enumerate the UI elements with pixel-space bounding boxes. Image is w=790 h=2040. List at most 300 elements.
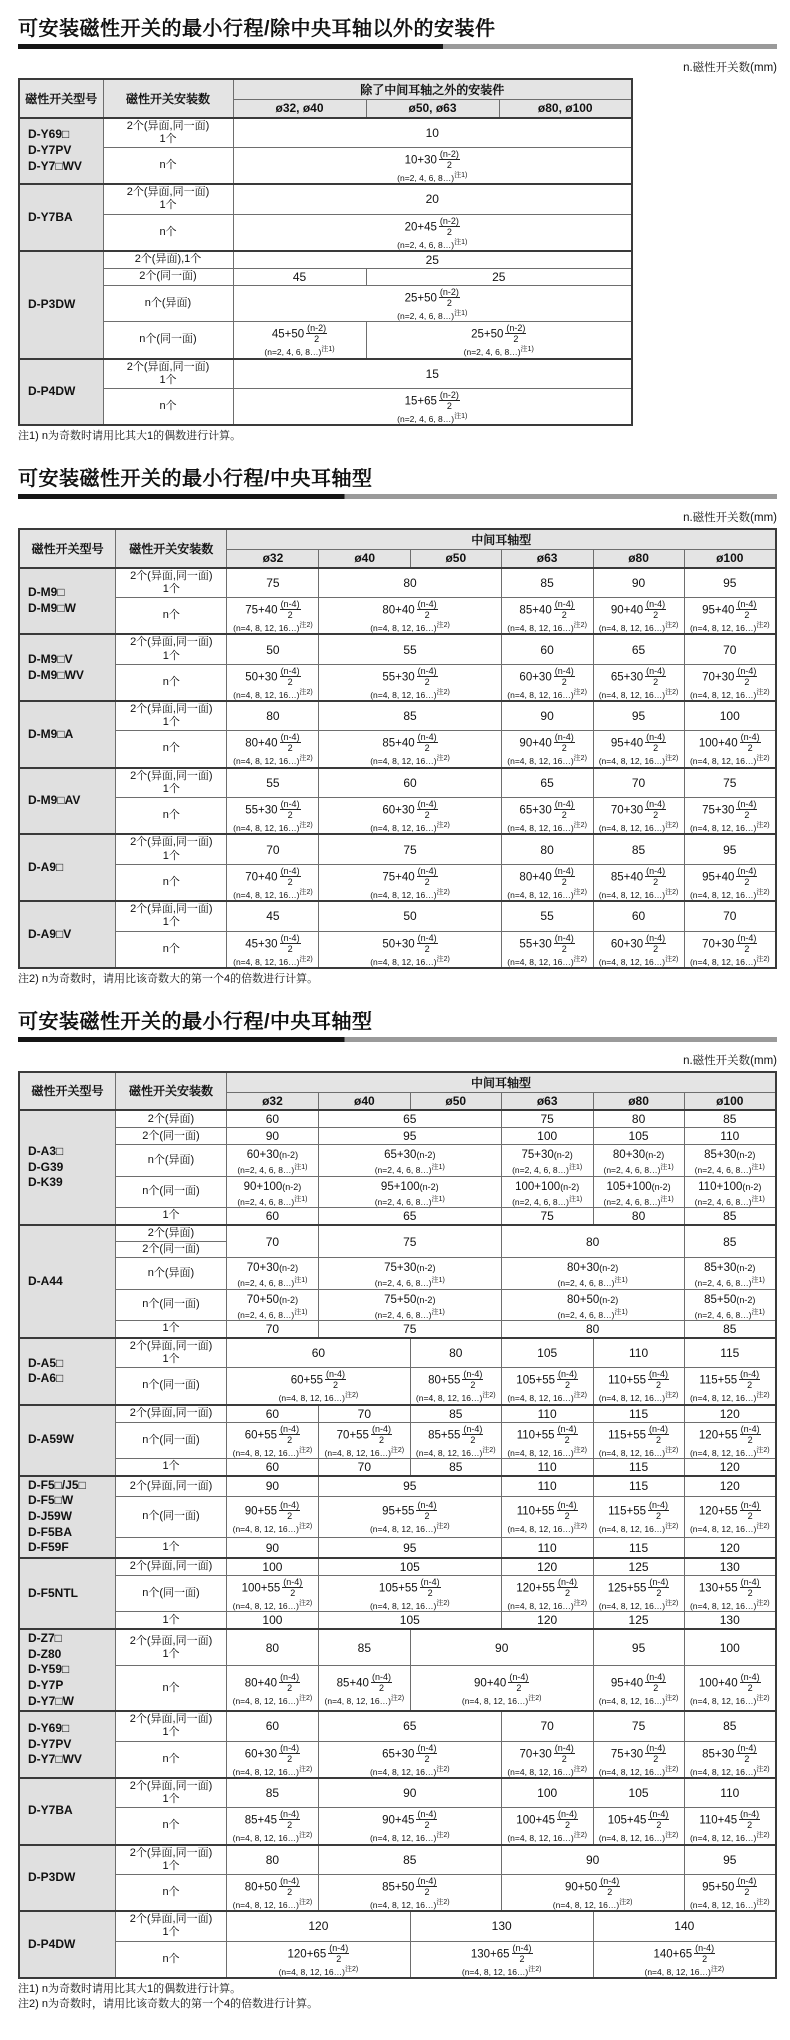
footnote-ref: 注1) [294, 1164, 308, 1172]
value-cell: 60 [501, 634, 593, 664]
qty-label: 1个 [162, 716, 180, 729]
formula-cell [226, 1666, 318, 1711]
value-cell: 10 [233, 118, 632, 148]
formula-condition: (n=4, 8, 12, 16…)$^{注2)}$ [507, 1765, 587, 1777]
formula-factor: (n-2) [416, 1294, 436, 1305]
switch-model-label: D-F5□W [28, 1493, 74, 1508]
switch-model-label: D-Y7PV [28, 1736, 72, 1751]
qty-label: 2个(同一面) [139, 270, 197, 283]
formula-line [229, 1146, 316, 1162]
qty-label: 2个(异面,同一面) [129, 1634, 213, 1647]
formula-base: 105+100 [606, 1180, 652, 1193]
footnote-ref: 注2) [665, 755, 679, 763]
fraction-numerator: (n-4) [280, 732, 300, 743]
formula-cell [684, 1368, 776, 1405]
formula-cell [227, 597, 319, 634]
qty-label: 1个 [162, 1540, 180, 1553]
qty-label: n个 [162, 675, 180, 688]
fraction [736, 1876, 757, 1897]
formula-condition: (n=2, 4, 6, 8…)$^{注1)}$ [694, 1277, 765, 1289]
formula-cell [501, 1808, 593, 1845]
formula-condition: (n=2, 4, 6, 8…)$^{注1)}$ [397, 171, 468, 183]
table-row [19, 834, 776, 864]
formula-line [321, 1178, 499, 1194]
fraction-denominator: 2 [747, 1587, 753, 1598]
value-cell: 75 [593, 1711, 684, 1741]
qty-cell [116, 864, 227, 901]
formula-condition: (n=2, 4, 6, 8…)$^{注1)}$ [264, 346, 335, 358]
qty-cell [116, 568, 227, 598]
value-cell: 95 [593, 1629, 684, 1666]
formula-line [687, 1369, 773, 1390]
fraction [439, 149, 460, 170]
fraction [557, 1424, 578, 1445]
qty-label: 2个(异面,同一面) [129, 1846, 213, 1859]
formula-cell [593, 1741, 684, 1778]
qty-cell [116, 1808, 227, 1845]
formula-line [504, 799, 591, 820]
formula-line [504, 666, 591, 687]
switch-model-label: D-Z7□ [28, 1631, 62, 1646]
table-row [19, 1575, 776, 1611]
fraction-denominator: 2 [287, 1820, 293, 1831]
fraction-numerator: (n-4) [740, 1671, 760, 1682]
fraction-numerator: (n-4) [740, 1423, 760, 1434]
value-cell: 85 [318, 1629, 410, 1666]
footnote-ref: 注2) [299, 822, 313, 830]
formula-base: 90+55 [244, 1505, 278, 1518]
formula-condition: (n=4, 8, 12, 16…)$^{注2)}$ [370, 688, 450, 700]
formula-cell [501, 1575, 593, 1611]
fraction-denominator: 2 [424, 876, 430, 887]
value-cell: 85 [593, 834, 684, 864]
formula-condition: (n=4, 8, 12, 16…)$^{注2)}$ [552, 1898, 633, 1910]
formula-factor: (n-2) [279, 1263, 299, 1274]
fraction-denominator: 2 [287, 810, 293, 821]
formula-line [321, 933, 498, 954]
value-cell: 60 [593, 901, 684, 931]
header-row [19, 79, 632, 100]
formula-line [687, 1291, 773, 1307]
formula-factor: (n-2) [651, 1181, 671, 1192]
formula-base: 95+40 [702, 604, 735, 617]
formula-condition: (n=2, 4, 6, 8…)$^{注1)}$ [237, 1308, 308, 1320]
value-cell: 115 [593, 1405, 684, 1423]
fraction-denominator: 2 [561, 943, 567, 954]
qty-cell [116, 1874, 227, 1911]
fraction-denominator: 2 [333, 1380, 339, 1391]
qty-label: 1个 [162, 1353, 180, 1366]
formula-base: 75+40 [245, 604, 278, 617]
formula-cell [226, 1145, 318, 1176]
table-row [19, 1612, 776, 1630]
footnote-ref: 注2) [299, 888, 313, 896]
value-cell: 105 [593, 1778, 684, 1808]
formula-cell [226, 1496, 318, 1538]
qty-label: n个 [159, 400, 177, 412]
switch-model-label: D-P3DW [28, 296, 76, 311]
formula-condition: (n=4, 8, 12, 16…)$^{注2)}$ [324, 1446, 405, 1458]
formula-cell [593, 1496, 684, 1538]
formula-cell [593, 798, 684, 835]
formula-base: 90+40 [474, 1677, 507, 1690]
table-row [19, 1778, 776, 1808]
formula-base: 60+55 [290, 1374, 324, 1387]
formula-base: 70+40 [245, 871, 278, 884]
formula-line [504, 1577, 591, 1598]
min-stroke-table-non-trunnion [18, 78, 777, 426]
fraction [557, 1500, 578, 1521]
value-cell: 60 [226, 1110, 318, 1128]
qty-label: 2个(异面,同一面) [129, 1406, 213, 1419]
formula-base: 65+30 [519, 804, 552, 817]
formula-condition: (n=4, 8, 12, 16…)$^{注2)}$ [232, 1898, 313, 1910]
model-column-header: 磁性开关型号 [19, 529, 116, 568]
footnote-ref: 注2) [482, 1446, 496, 1454]
formula-base: 60+30 [244, 1748, 278, 1761]
formula-line [321, 1743, 499, 1764]
qty-label: 1个 [162, 1859, 180, 1872]
qty-label: 1个 [162, 849, 180, 862]
formula-condition: (n=2, 4, 6, 8…)$^{注1)}$ [603, 1195, 674, 1207]
fraction-denominator: 2 [424, 1886, 430, 1897]
fraction-denominator: 2 [424, 1820, 430, 1831]
formula-cell [593, 1176, 684, 1207]
formula-line [596, 1146, 682, 1162]
switch-model-label: D-Y69□ [28, 1721, 70, 1736]
qty-label: 2个(异面,同一面) [129, 1913, 213, 1926]
formula-condition: (n=2, 4, 6, 8…)$^{注1)}$ [397, 238, 468, 250]
footnote-ref: 注2) [573, 688, 587, 696]
formula-condition: (n=2, 4, 6, 8…)$^{注1)}$ [374, 1277, 445, 1289]
fraction [306, 323, 327, 344]
footnote-ref: 注1) [660, 1164, 674, 1172]
value-cell: 25 [366, 268, 632, 285]
formula-cell [501, 798, 593, 835]
qty-label: 1个 [162, 1460, 180, 1473]
fraction [554, 799, 575, 820]
formula-condition: (n=4, 8, 12, 16…)$^{注2)}$ [598, 1523, 679, 1535]
formula-factor: (n-2) [736, 1150, 756, 1161]
qty-cell [116, 931, 227, 968]
model-cell [19, 634, 116, 701]
fraction-numerator: (n-4) [554, 932, 574, 943]
fraction-numerator: (n-4) [557, 1500, 577, 1511]
section-title: 可安装磁性开关的最小行程/中央耳轴型 [18, 468, 373, 491]
formula-cell [593, 664, 684, 701]
fraction [554, 866, 575, 887]
bore-column-header: ø50, ø63 [366, 100, 499, 118]
fraction-numerator: (n-4) [417, 1809, 437, 1820]
switch-model-label: D-Y7□WV [28, 158, 82, 173]
switch-model-label: D-M9□AV [28, 793, 81, 808]
formula-cell [593, 597, 684, 634]
fraction-numerator: (n-4) [280, 1742, 300, 1753]
qty-label: n个(异面) [147, 1153, 195, 1166]
footnote-ref: 注2) [299, 1694, 313, 1702]
qty-cell [103, 184, 233, 214]
formula-line [596, 1672, 682, 1693]
table-row [19, 1207, 776, 1225]
value-cell: 110 [501, 1476, 593, 1496]
fraction-denominator: 2 [744, 876, 750, 887]
table-row [19, 1289, 776, 1320]
footnote-ref: 注1) [454, 238, 468, 246]
table-row [19, 768, 776, 798]
formula-factor: (n-2) [645, 1150, 665, 1161]
fraction-numerator: (n-4) [280, 865, 300, 876]
formula-base: 25+50 [404, 292, 437, 305]
value-cell: 65 [318, 1711, 501, 1741]
formula-line [229, 1291, 316, 1307]
formula-condition: (n=4, 8, 12, 16…)$^{注2)}$ [232, 1446, 313, 1458]
value-cell: 20 [233, 184, 632, 214]
value-cell: 50 [227, 634, 319, 664]
formula-condition: (n=4, 8, 12, 16…)$^{注2)}$ [598, 688, 679, 700]
formula-base: 85+40 [519, 604, 552, 617]
fraction-numerator: (n-4) [695, 1942, 715, 1953]
formula-condition: (n=4, 8, 12, 16…)$^{注2)}$ [689, 1392, 770, 1404]
formula-line [504, 599, 591, 620]
formula-cell [501, 864, 593, 901]
formula-base: 20+45 [404, 221, 437, 234]
qty-label: 2个(异面,同一面) [130, 836, 213, 849]
formula-factor: (n-2) [419, 1181, 439, 1192]
qty-cell [116, 901, 227, 931]
fraction [554, 732, 575, 753]
qty-cell [116, 1845, 227, 1875]
formula-base: 50+30 [382, 938, 415, 951]
footnote: 注1) n为奇数时请用比其大1的偶数进行计算。 [18, 430, 242, 443]
fraction-denominator: 2 [424, 1511, 430, 1522]
fraction [279, 1672, 300, 1693]
formula-condition: (n=2, 4, 6, 8…)$^{注1)}$ [237, 1164, 308, 1175]
formula-cell [501, 1289, 684, 1320]
formula-condition: (n=2, 4, 6, 8…)$^{注1)}$ [603, 1164, 674, 1175]
fraction-denominator: 2 [561, 876, 567, 887]
qty-label: n个 [162, 1752, 180, 1765]
formula-condition: (n=4, 8, 12, 16…)$^{注2)}$ [689, 1898, 770, 1910]
formula-cell [318, 1874, 501, 1911]
value-cell: 55 [227, 768, 319, 798]
footnote-ref: 注2) [299, 1898, 313, 1906]
value-cell: 95 [593, 701, 684, 731]
formula-base: 90+50 [564, 1881, 598, 1894]
value-cell: 65 [318, 1207, 501, 1225]
value-cell: 120 [501, 1558, 593, 1576]
fraction [645, 799, 666, 820]
formula-condition: (n=4, 8, 12, 16…)$^{注2)}$ [233, 621, 313, 633]
formula-line [413, 1369, 499, 1390]
footnote-ref: 注2) [436, 1523, 450, 1531]
formula-cell [410, 1666, 593, 1711]
formula-line [229, 799, 316, 820]
switch-model-label: D-A5□ [28, 1355, 64, 1370]
fraction-numerator: (n-4) [280, 1809, 300, 1820]
fraction-numerator: (n-4) [554, 732, 574, 743]
value-cell: 50 [319, 901, 501, 931]
fraction [279, 1424, 300, 1445]
fraction-numerator: (n-4) [646, 732, 666, 743]
formula-line [229, 1369, 408, 1390]
switch-model-label: D-F5NTL [28, 1585, 78, 1600]
formula-cell [593, 1666, 684, 1711]
formula-condition: (n=4, 8, 12, 16…)$^{注2)}$ [232, 1599, 313, 1611]
qty-cell [116, 1711, 227, 1741]
formula-line [321, 1424, 408, 1445]
table-row [19, 1368, 776, 1405]
qty-label: 1个 [162, 1726, 180, 1739]
table-row [19, 322, 632, 359]
value-cell: 75 [501, 1110, 593, 1128]
switch-model-label: D-A9□ [28, 859, 64, 874]
fraction-denominator: 2 [446, 226, 452, 237]
footnote-ref: 注2) [344, 1392, 359, 1400]
value-cell: 70 [318, 1405, 410, 1423]
formula-cell [501, 1496, 593, 1538]
table-row [19, 1338, 776, 1368]
fraction [512, 1943, 533, 1964]
fraction [645, 1672, 666, 1693]
formula-line [229, 1943, 408, 1964]
formula-base: 120+55 [698, 1429, 738, 1442]
formula-line [321, 1809, 499, 1830]
value-cell: 85 [319, 701, 501, 731]
table-row [19, 701, 776, 731]
qty-cell [116, 1458, 227, 1476]
qty-cell [116, 1558, 227, 1576]
value-cell: 105 [501, 1338, 593, 1368]
formula-cell [410, 1368, 501, 1405]
qty-label: n个 [159, 225, 177, 238]
qty-label: 2个(同一面) [142, 1243, 200, 1256]
formula-cell [501, 1422, 593, 1458]
fraction-numerator: (n-4) [740, 1576, 760, 1587]
qty-label: 2个(异面,同一面) [129, 1713, 213, 1726]
value-cell: 110 [593, 1338, 684, 1368]
formula-line [596, 1943, 773, 1964]
fraction [280, 866, 301, 887]
fraction-numerator: (n-2) [506, 323, 526, 334]
fraction [557, 1369, 578, 1390]
footnote-ref: 注2) [436, 888, 450, 896]
formula-condition: (n=2, 4, 6, 8…)$^{注1)}$ [463, 346, 534, 358]
formula-condition: (n=2, 4, 6, 8…)$^{注1)}$ [374, 1164, 445, 1175]
value-cell: 105 [318, 1612, 501, 1630]
qty-cell [116, 1145, 227, 1176]
formula-base: 85+40 [382, 738, 415, 751]
formula-line [687, 1672, 773, 1693]
footnote-ref: 注2) [756, 1446, 770, 1454]
value-cell: 100 [226, 1558, 318, 1576]
formula-condition: (n=4, 8, 12, 16…)$^{注2)}$ [689, 1446, 770, 1458]
formula-line [229, 1743, 316, 1764]
fraction-numerator: (n-4) [280, 665, 300, 676]
formula-base: 60+30 [519, 671, 552, 684]
formula-base: 60+30 [246, 1149, 280, 1162]
formula-base: 100+100 [515, 1180, 561, 1193]
qty-cell [116, 1368, 227, 1405]
qty-label: 2个(异面),1个 [134, 253, 202, 266]
fraction-numerator: (n-4) [649, 1576, 669, 1587]
fraction [416, 1500, 437, 1521]
formula-condition: (n=4, 8, 12, 16…)$^{注2)}$ [644, 1965, 725, 1977]
fraction [328, 1943, 349, 1964]
footnote-ref: 注2) [299, 755, 313, 763]
fraction-denominator: 2 [565, 1380, 571, 1391]
formula-line [504, 1146, 591, 1162]
fraction-numerator: (n-4) [417, 1742, 437, 1753]
formula-line [229, 1809, 316, 1830]
header-row [19, 529, 776, 550]
formula-condition: (n=2, 4, 6, 8…)$^{注1)}$ [374, 1195, 445, 1207]
formula-cell [684, 1808, 776, 1845]
value-cell: 105 [593, 1128, 684, 1145]
table-row [19, 1320, 776, 1338]
fraction-numerator: (n-4) [417, 799, 437, 810]
value-cell: 80 [501, 1320, 684, 1338]
qty-label: 1个 [159, 373, 177, 386]
footnote-ref: 注2) [436, 955, 450, 963]
formula-cell [318, 1575, 501, 1611]
formula-cell [319, 731, 501, 768]
formula-cell [319, 864, 501, 901]
footnote-ref: 注2) [436, 1898, 450, 1906]
bore-column-header: ø50 [410, 1092, 501, 1110]
qty-cell [116, 1207, 227, 1225]
model-column-header: 磁性开关型号 [19, 1072, 116, 1111]
footnote-ref: 注2) [665, 1599, 679, 1607]
table-row [19, 798, 776, 835]
formula-cell [319, 664, 501, 701]
unit-note: n.磁性开关数(mm) [683, 512, 777, 525]
bore-column-header: ø80, ø100 [499, 100, 632, 118]
switch-model-label: D-F5□/J5□ [28, 1477, 86, 1492]
formula-base: 85+55 [428, 1429, 461, 1442]
formula-line [504, 1809, 591, 1830]
formula-condition: (n=4, 8, 12, 16…)$^{注2)}$ [598, 1446, 679, 1458]
qty-label: 2个(同一面) [142, 1129, 200, 1142]
table-row [19, 1128, 776, 1145]
footnote-ref: 注2) [299, 1446, 313, 1454]
formula-line [596, 1809, 682, 1830]
formula-base: 75+50 [384, 1293, 417, 1306]
formula-cell [226, 1941, 410, 1978]
fraction-numerator: (n-4) [280, 1423, 300, 1434]
formula-condition: (n=4, 8, 12, 16…)$^{注2)}$ [233, 688, 313, 700]
formula-condition: (n=4, 8, 12, 16…)$^{注2)}$ [370, 955, 450, 967]
value-cell: 95 [318, 1538, 501, 1558]
formula-cell [233, 214, 632, 251]
fraction-numerator: (n-4) [417, 865, 437, 876]
fraction [280, 666, 301, 687]
qty-cell [116, 768, 227, 798]
formula-condition: (n=4, 8, 12, 16…)$^{注2)}$ [598, 621, 679, 633]
formula-line [229, 1672, 316, 1693]
qty-column-header: 磁性开关安装数 [116, 1072, 227, 1111]
formula-line [687, 1178, 773, 1194]
fraction-denominator: 2 [290, 1587, 296, 1598]
table-row [19, 1538, 776, 1558]
qty-label: 2个(异面,同一面) [130, 769, 213, 782]
formula-base: 95+40 [702, 871, 735, 884]
qty-label: n个 [162, 809, 180, 822]
qty-cell [116, 1941, 227, 1978]
formula-cell [410, 1422, 501, 1458]
fraction-denominator: 2 [314, 334, 320, 345]
formula-base: 80+40 [244, 1677, 278, 1690]
value-cell: 80 [226, 1629, 318, 1666]
